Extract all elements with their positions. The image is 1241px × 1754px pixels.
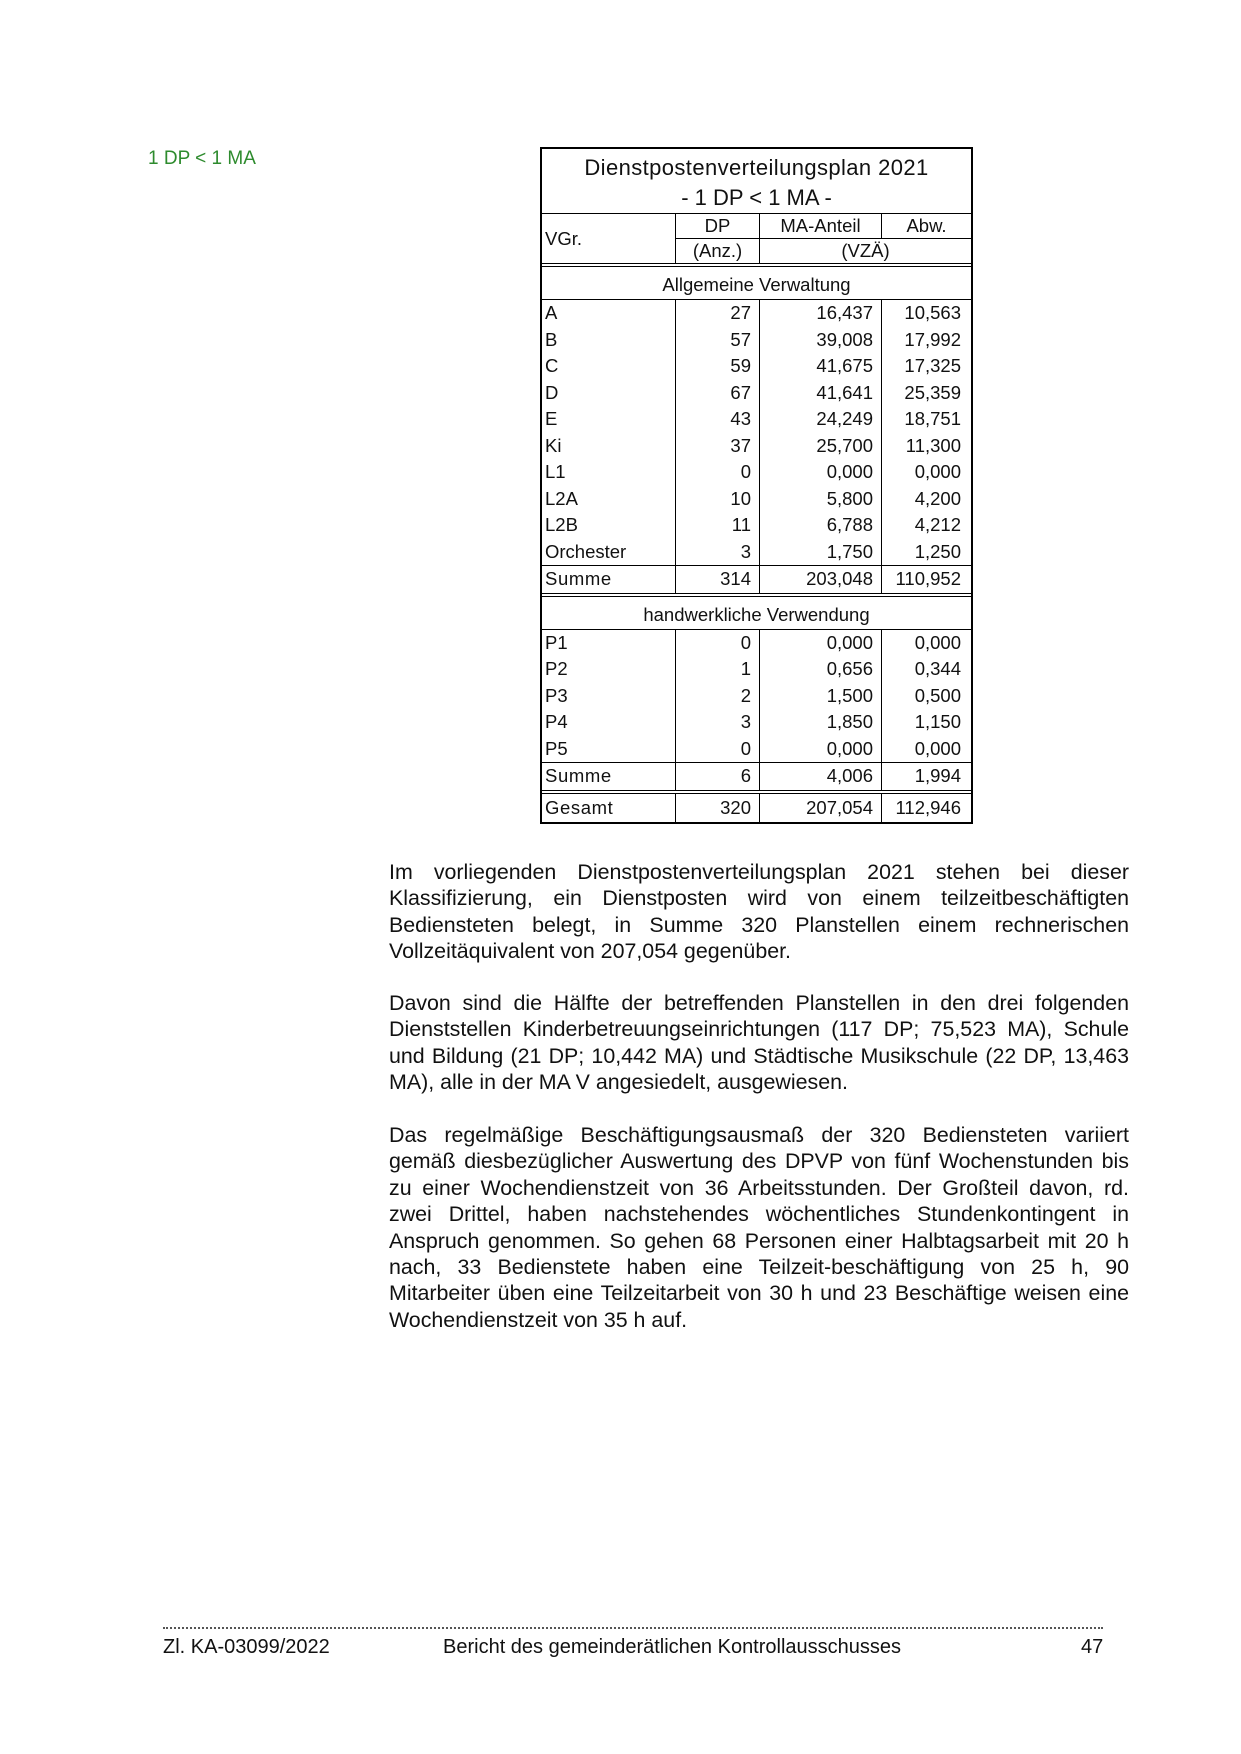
cell-ma: 1,850 [760,709,882,736]
cell-ma: 39,008 [760,327,882,354]
cell-dp: 57 [676,327,760,354]
header-dp: DP [676,214,760,239]
cell-dp: 11 [676,512,760,539]
cell-ma: 16,437 [760,300,882,327]
table-row [542,433,971,460]
cell-ma: 1,750 [760,539,882,566]
table-row [542,656,971,683]
cell-dp: 0 [676,736,760,763]
cell-label: P5 [542,736,676,763]
cell-label: Gesamt [542,794,676,822]
section-handwerkliche-verwendung: handwerkliche Verwendung [542,597,971,630]
cell-dp: 3 [676,539,760,566]
cell-dp: 43 [676,406,760,433]
table-title-line2: - 1 DP < 1 MA - [681,185,832,210]
cell-abw: 17,325 [904,355,961,376]
cell-ma: 203,048 [760,566,882,593]
cell-abw: 110,952 [895,568,961,589]
table-row [542,300,971,327]
cell-ma: 25,700 [760,433,882,460]
cell-label: P2 [542,656,676,683]
cell-label: A [542,300,676,327]
cell-label: P1 [542,630,676,657]
cell-label: D [542,380,676,407]
footer-divider [163,1627,1103,1629]
cell-label: B [542,327,676,354]
table-row [542,327,971,354]
cell-dp: 0 [676,459,760,486]
cell-abw: 4,200 [914,487,961,509]
header-vza: (VZÄ) [841,240,890,261]
paragraph-1: Im vorliegenden Dienstpostenverteilungsplan 2021 stehen bei dieser Klassifizierung, ein Dienstposten wird von einem teilzeitbeschäftigten Bediensteten belegt, in Summe 320 Planstellen einem rechnerischen Vollzeitäquivalent von 207,054 gegenüber. [389,860,1129,964]
table-row [542,630,971,657]
cell-abw: 1,994 [914,765,961,786]
cell-ma: 207,054 [760,794,882,822]
cell-label: P4 [542,709,676,736]
cell-abw: 17,992 [904,328,961,350]
margin-note: 1 DP < 1 MA [148,148,256,169]
cell-label: E [542,406,676,433]
paragraph-3: Das regelmäßige Beschäftigungsausmaß der 320 Bediensteten variiert gemäß diesbezüglicher Auswertung des DPVP von fünf Wochenstunden bis zu einer Wochendienstzeit von 36 Arbeitsstunden. Der Großteil davon, rd. zwei Drittel, haben nachstehendes wöchentliches Stundenkontingent in Anspruch genommen. So gehen 68 Personen einer Halbtagsarbeit mit 20 h nach, 33 Bedienstete haben eine Teilzeit-beschäftigung von 25 h, 90 Mitarbeiter üben eine Teilzeitarbeit von 30 h und 23 Beschäftige weisen eine Wochendienstzeit von 35 h auf. [389,1123,1129,1332]
table-row [542,512,971,539]
table-row [542,539,971,566]
cell-abw: 0,500 [914,684,961,706]
cell-dp: 3 [676,709,760,736]
page-number: 47 [1081,1636,1104,1658]
footer-reference: Zl. KA-03099/2022 [163,1636,330,1658]
cell-label: Orchester [542,539,676,566]
table-row [542,736,971,763]
rows-handwerkliche-verwendung [542,630,971,763]
cell-abw: 10,563 [904,302,961,323]
table-row [542,683,971,710]
cell-dp: 2 [676,683,760,710]
cell-ma: 24,249 [760,406,882,433]
cell-ma: 5,800 [760,486,882,513]
cell-dp: 67 [676,380,760,407]
cell-label: C [542,353,676,380]
table-header [542,213,971,267]
cell-abw: 4,212 [914,514,961,535]
header-vgr: VGr. [542,214,676,263]
cell-label: P3 [542,683,676,710]
cell-label: Summe [542,566,676,593]
header-ma: MA-Anteil [760,214,882,239]
cell-abw: 1,150 [914,711,961,732]
footer-title: Bericht des gemeinderätlichen Kontrollausschusses [443,1636,902,1658]
cell-label: L2A [542,486,676,513]
cell-label: Summe [542,763,676,790]
cell-dp: 1 [676,656,760,683]
cell-ma: 41,641 [760,380,882,407]
cell-ma: 1,500 [760,683,882,710]
cell-label: L1 [542,459,676,486]
table-row [542,459,971,486]
sum-row-verwaltung [542,565,971,597]
cell-abw: 112,946 [895,796,961,818]
cell-abw: 0,000 [914,631,961,653]
cell-abw: 0,000 [914,461,961,482]
header-abw: Abw. [882,214,971,239]
table-title [542,149,971,213]
cell-ma: 0,000 [760,459,882,486]
cell-dp: 0 [676,630,760,657]
cell-dp: 27 [676,300,760,327]
total-row [542,790,971,822]
table-row [542,380,971,407]
cell-abw: 11,300 [905,434,961,456]
cell-dp: 314 [676,566,760,593]
cell-abw: 0,344 [914,658,961,679]
cell-ma: 4,006 [760,763,882,790]
table-title-line1: Dienstpostenverteilungsplan 2021 [584,155,929,180]
paragraph-2: Davon sind die Hälfte der betreffenden Planstellen in den drei folgenden Dienststellen Kinderbetreuungseinrichtungen (117 DP; 75,523 MA), Schule und Bildung (21 DP; 10,442 MA) und Städtische Musikschule (22 DP, 13,463 MA), alle in der MA V angesiedelt, ausgewiesen. [389,991,1129,1095]
cell-ma: 6,788 [760,512,882,539]
cell-label: Ki [542,433,676,460]
cell-abw: 25,359 [904,381,961,403]
cell-ma: 0,000 [760,630,882,657]
cell-abw: 1,250 [914,540,961,562]
cell-dp: 320 [676,794,760,822]
cell-ma: 0,000 [760,736,882,763]
cell-ma: 41,675 [760,353,882,380]
table-row [542,353,971,380]
table-row [542,709,971,736]
cell-abw: 0,000 [914,737,961,759]
cell-dp: 37 [676,433,760,460]
cell-label: L2B [542,512,676,539]
sum-row-handwerk [542,762,971,790]
cell-ma: 0,656 [760,656,882,683]
rows-allgemeine-verwaltung [542,300,971,565]
staffing-table [540,147,973,824]
table-row [542,406,971,433]
cell-dp: 59 [676,353,760,380]
table-row [542,486,971,513]
section-allgemeine-verwaltung: Allgemeine Verwaltung [542,267,971,300]
cell-abw: 18,751 [904,408,961,429]
cell-dp: 10 [676,486,760,513]
header-anz: (Anz.) [676,239,760,263]
cell-dp: 6 [676,763,760,790]
